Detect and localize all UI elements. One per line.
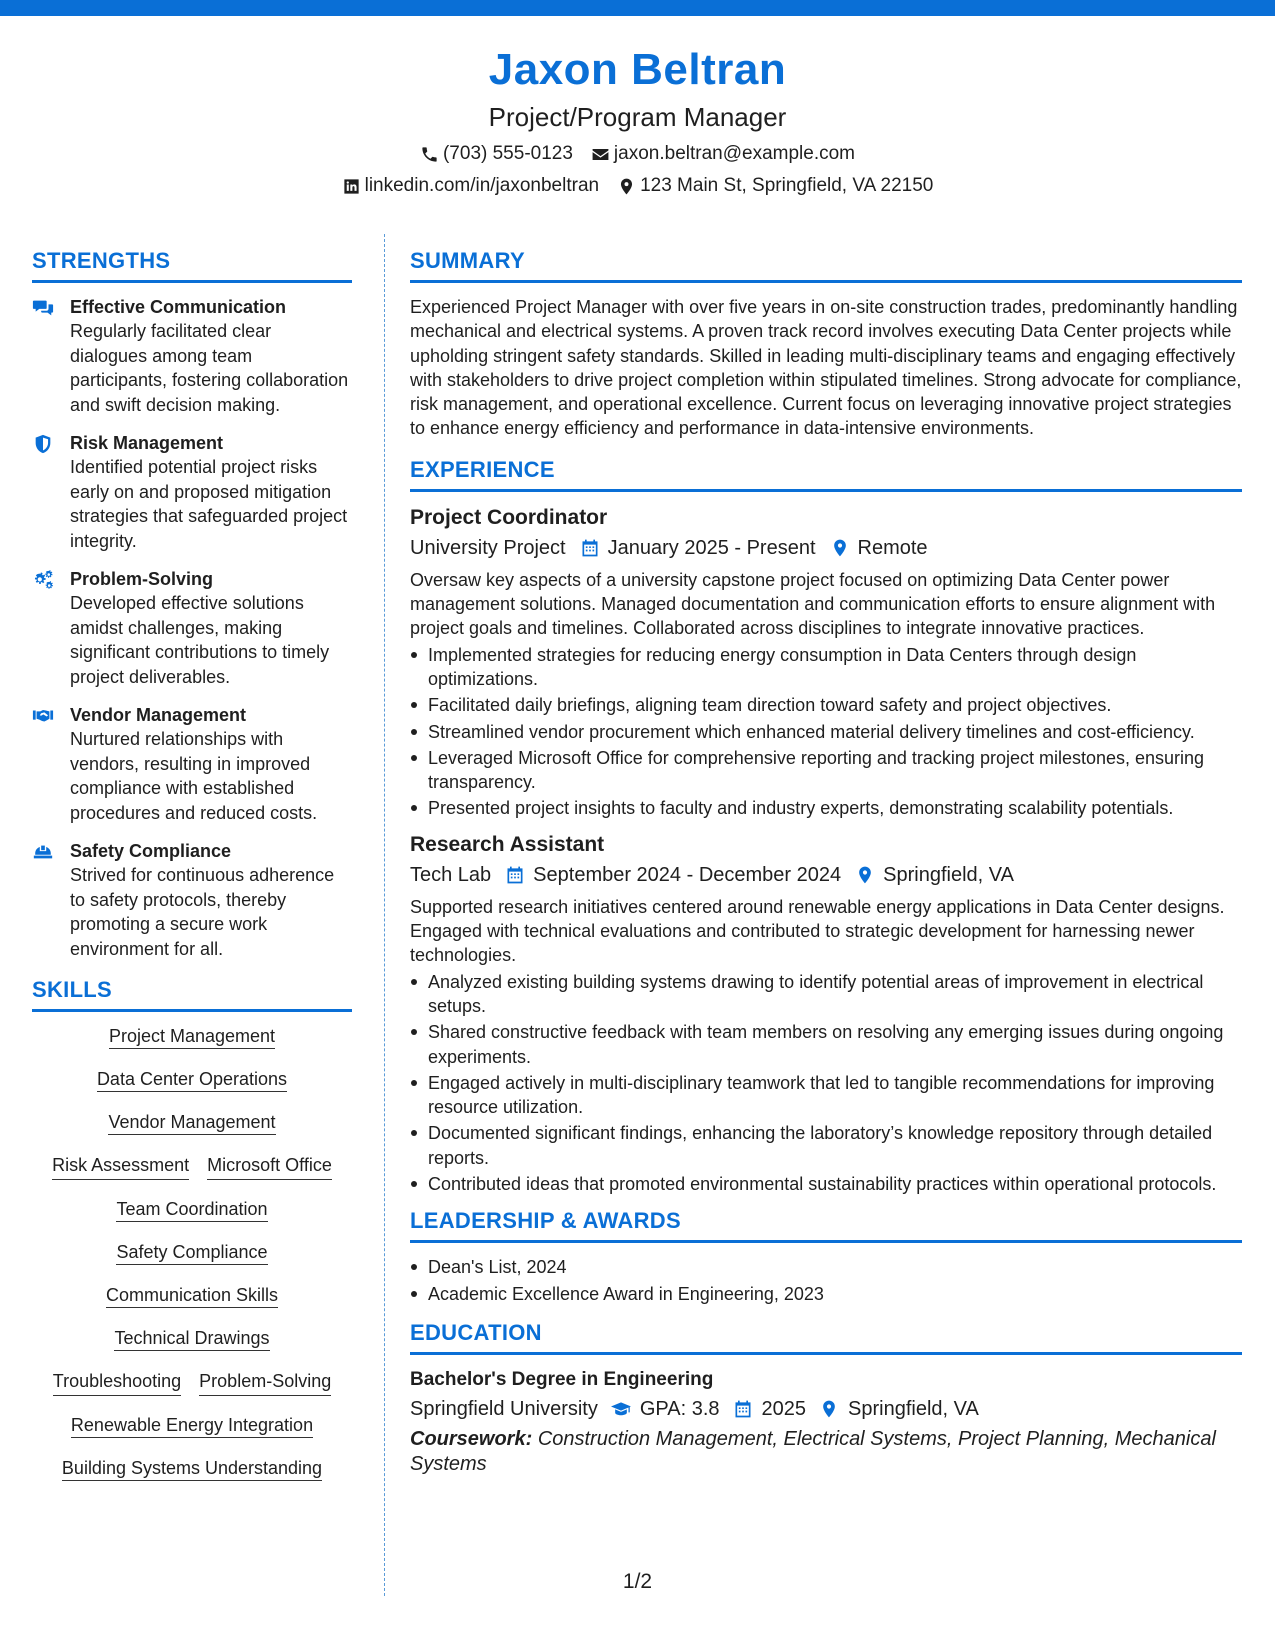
candidate-role: Project/Program Manager bbox=[488, 102, 787, 132]
strength-title: Problem-Solving bbox=[70, 569, 214, 589]
job-location: Remote bbox=[857, 536, 928, 559]
strength-item bbox=[32, 431, 352, 553]
phone-icon bbox=[420, 145, 439, 164]
job-location: Springfield, VA bbox=[883, 863, 1014, 886]
shield-icon bbox=[32, 433, 54, 455]
awards-list bbox=[410, 1255, 1242, 1306]
calendar-icon bbox=[580, 538, 600, 558]
graduation-year: 2025 bbox=[761, 1397, 807, 1420]
bullet-item: Analyzed existing building systems drawing to identify potential areas of improvement in electrical setups. bbox=[410, 970, 1242, 1019]
strength-title: Safety Compliance bbox=[70, 841, 232, 861]
skills-heading: SKILLS bbox=[32, 975, 352, 1012]
bullet-item: Leveraged Microsoft Office for comprehensive reporting and tracking project milestones, ensuring transparency. bbox=[410, 746, 1242, 795]
strength-desc: Identified potential project risks early on and proposed mitigation strategies that safeguarded project integrity. bbox=[70, 457, 348, 551]
page-number: 1/2 bbox=[622, 1570, 653, 1593]
job-org: University Project bbox=[410, 536, 566, 559]
skill-row bbox=[34, 1067, 350, 1093]
degree-title: Bachelor's Degree in Engineering bbox=[410, 1368, 714, 1390]
bullet-item: Presented project insights to faculty and industry experts, demonstrating scalability potentials. bbox=[410, 796, 1242, 820]
award-item: Academic Excellence Award in Engineering, 2023 bbox=[410, 1282, 1242, 1306]
envelope-icon bbox=[591, 145, 610, 164]
candidate-name: Jaxon Beltran bbox=[488, 45, 787, 94]
bullet-item: Engaged actively in multi-disciplinary teamwork that led to tangible recommendations for improving resource utilization. bbox=[410, 1071, 1242, 1120]
top-accent-bar bbox=[0, 0, 1275, 16]
comments-icon bbox=[32, 297, 54, 319]
skill-row bbox=[34, 1456, 350, 1482]
bullet-item: Streamlined vendor procurement which enhanced material delivery timelines and cost-efficiency. bbox=[410, 720, 1242, 744]
skill-row bbox=[34, 1283, 350, 1309]
skill-tag: Building Systems Understanding bbox=[62, 1458, 322, 1481]
skills-list bbox=[32, 1024, 352, 1482]
job-dates: September 2024 - December 2024 bbox=[533, 863, 842, 886]
job-title: Research Assistant bbox=[410, 832, 605, 856]
gears-icon bbox=[32, 569, 54, 591]
coursework-label: Coursework: bbox=[410, 1427, 533, 1450]
coursework bbox=[410, 1427, 1242, 1477]
calendar-icon bbox=[732, 1399, 754, 1419]
bullet-item: Shared constructive feedback with team members on resolving any emerging issues during ongoing experiments. bbox=[410, 1020, 1242, 1069]
bullet-item: Facilitated daily briefings, aligning team direction toward safety and project objectives. bbox=[410, 693, 1242, 717]
calendar-icon bbox=[505, 865, 525, 885]
skill-tag: Communication Skills bbox=[106, 1285, 278, 1308]
skill-row bbox=[34, 1413, 350, 1439]
bullet-item: Implemented strategies for reducing energy consumption in Data Centers through design optimizations. bbox=[410, 643, 1242, 692]
strength-item bbox=[32, 839, 352, 961]
strength-desc: Regularly facilitated clear dialogues among team participants, fostering collaboration and swift decision making. bbox=[70, 321, 349, 415]
email-contact[interactable] bbox=[591, 142, 855, 166]
job-meta bbox=[410, 861, 1242, 889]
skill-tag: Vendor Management bbox=[108, 1112, 275, 1135]
education-meta bbox=[410, 1395, 1242, 1423]
contact-row-1 bbox=[0, 142, 1275, 166]
phone-text: (703) 555-0123 bbox=[442, 143, 573, 164]
gpa-text: GPA: 3.8 bbox=[639, 1397, 720, 1420]
strength-title: Vendor Management bbox=[70, 705, 247, 725]
graduation-cap-icon bbox=[610, 1399, 632, 1419]
address-contact bbox=[617, 174, 933, 198]
map-pin-icon bbox=[617, 177, 636, 196]
phone-contact bbox=[420, 142, 573, 166]
coursework-list: Construction Management, Electrical Systems, Project Planning, Mechanical Systems bbox=[410, 1427, 1216, 1475]
linkedin-contact[interactable] bbox=[342, 174, 599, 198]
job-description: Oversaw key aspects of a university capstone project focused on optimizing Data Center power management solutions. Managed documentation and communication efforts to ensure alignment with project goals and timelines. Collaborated across disciplines to integrate innovative practices. bbox=[410, 569, 1216, 639]
strength-title: Effective Communication bbox=[70, 297, 287, 317]
job-org: Tech Lab bbox=[410, 863, 492, 886]
job-entry bbox=[410, 831, 1242, 1197]
skill-tag: Renewable Energy Integration bbox=[71, 1415, 313, 1438]
bullet-item: Contributed ideas that promoted environmental sustainability practices within operational protocols. bbox=[410, 1172, 1242, 1196]
job-description: Supported research initiatives centered around renewable energy applications in Data Center designs. Engaged with technical evaluations and contributed to strategic development for harnessing newer technologies. bbox=[410, 896, 1225, 966]
skill-tag: Problem-Solving bbox=[199, 1369, 331, 1396]
skill-tag: Safety Compliance bbox=[116, 1242, 267, 1265]
left-column bbox=[32, 246, 352, 1482]
award-item: Dean's List, 2024 bbox=[410, 1255, 1242, 1279]
map-pin-icon bbox=[818, 1399, 840, 1419]
map-pin-icon bbox=[830, 538, 850, 558]
skill-row bbox=[34, 1326, 350, 1352]
contact-row-2 bbox=[0, 174, 1275, 198]
job-title: Project Coordinator bbox=[410, 505, 608, 529]
linkedin-icon bbox=[342, 177, 361, 196]
leadership-heading: LEADERSHIP & AWARDS bbox=[410, 1206, 1242, 1243]
skill-row bbox=[34, 1024, 350, 1050]
strength-title: Risk Management bbox=[70, 433, 224, 453]
column-divider bbox=[384, 234, 385, 1596]
resume-header bbox=[0, 42, 1275, 198]
linkedin-text[interactable]: linkedin.com/in/jaxonbeltran bbox=[364, 175, 600, 196]
job-bullets bbox=[410, 970, 1242, 1197]
strength-item bbox=[32, 703, 352, 825]
skill-row bbox=[34, 1197, 350, 1223]
school-name: Springfield University bbox=[410, 1397, 598, 1420]
summary-heading: SUMMARY bbox=[410, 246, 1242, 283]
skill-row bbox=[34, 1240, 350, 1266]
school-location: Springfield, VA bbox=[848, 1397, 979, 1420]
strength-desc: Developed effective solutions amidst challenges, making significant contributions to timely project deliverables. bbox=[70, 593, 330, 687]
skill-tag: Team Coordination bbox=[116, 1199, 267, 1222]
job-entry bbox=[410, 504, 1242, 821]
hard-hat-icon bbox=[32, 841, 54, 863]
skill-tag: Project Management bbox=[109, 1026, 275, 1049]
skill-tag: Technical Drawings bbox=[114, 1328, 269, 1351]
education-heading: EDUCATION bbox=[410, 1318, 1242, 1355]
summary-text: Experienced Project Manager with over five years in on-site construction trades, predominantly handling mechanical and electrical systems. A proven track record involves executing Data Center projects while upholding stringent safety standards. Skilled in leading multi-disciplinary teams and engaging effectively with stakeholders to drive project completion within stipulated timelines. Strong advocate for compliance, risk management, and operational excellence. Current focus on leveraging innovative project strategies to enhance energy efficiency and performance in data-intensive environments. bbox=[410, 297, 1242, 439]
bullet-item: Documented significant findings, enhancing the laboratory’s knowledge repository through detailed reports. bbox=[410, 1121, 1242, 1170]
job-dates: January 2025 - Present bbox=[607, 536, 816, 559]
handshake-icon bbox=[32, 705, 54, 727]
strengths-heading: STRENGTHS bbox=[32, 246, 352, 283]
skill-tag: Troubleshooting bbox=[53, 1369, 181, 1396]
skill-tag: Data Center Operations bbox=[97, 1069, 287, 1092]
email-text[interactable]: jaxon.beltran@example.com bbox=[613, 143, 855, 164]
experience-heading: EXPERIENCE bbox=[410, 455, 1242, 492]
job-bullets bbox=[410, 643, 1242, 821]
strength-item bbox=[32, 295, 352, 417]
job-meta bbox=[410, 534, 1242, 562]
strength-item bbox=[32, 567, 352, 689]
address-text: 123 Main St, Springfield, VA 22150 bbox=[640, 175, 934, 196]
right-column bbox=[410, 246, 1242, 1477]
strength-desc: Nurtured relationships with vendors, resulting in improved compliance with established procedures and reduced costs. bbox=[70, 729, 318, 823]
map-pin-icon bbox=[855, 865, 875, 885]
strength-desc: Strived for continuous adherence to safety protocols, thereby promoting a secure work environment for all. bbox=[70, 865, 335, 959]
skill-tag: Microsoft Office bbox=[207, 1153, 332, 1180]
skill-row bbox=[34, 1110, 350, 1136]
skill-tag: Risk Assessment bbox=[52, 1153, 189, 1180]
